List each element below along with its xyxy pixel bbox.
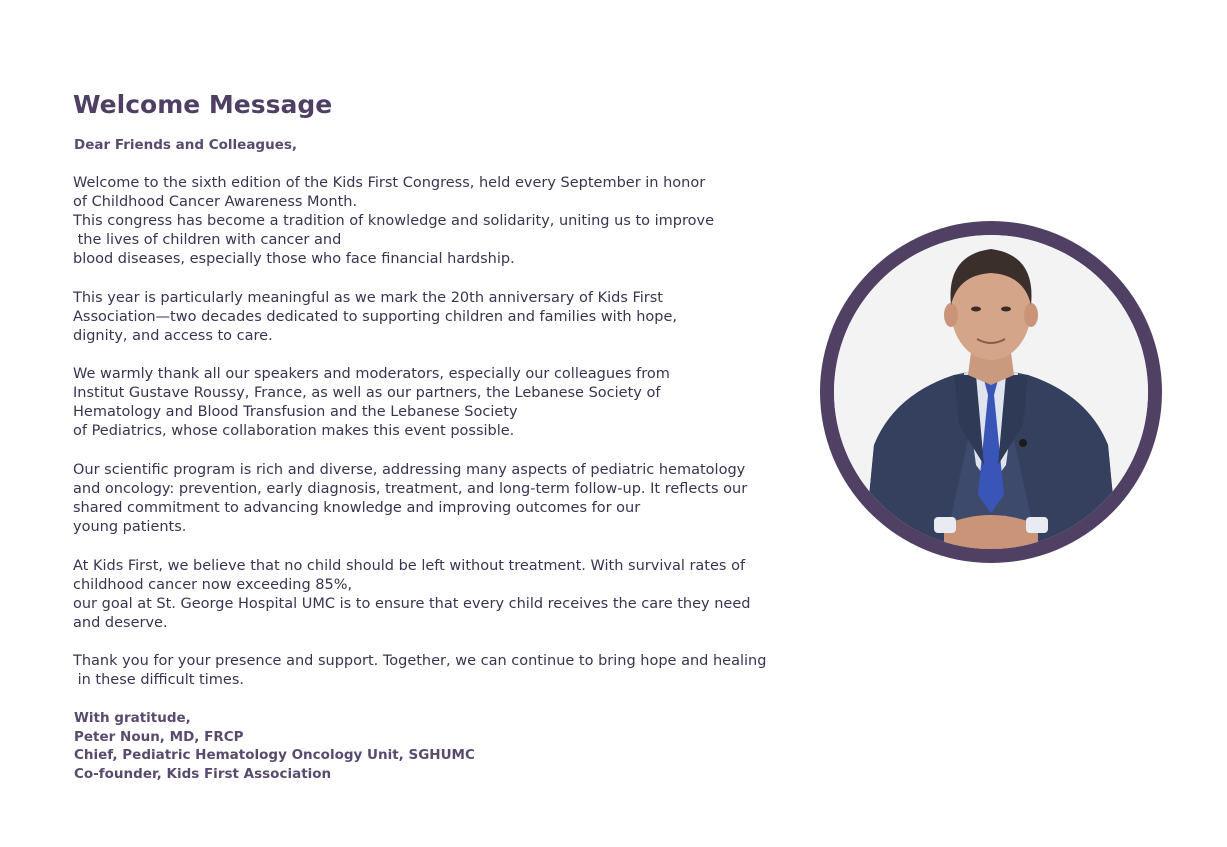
paragraph-intro [73, 174, 793, 269]
paragraph-line: At Kids First, we believe that no child should be left without treatment. With survival rates of [73, 558, 746, 574]
paragraph-line: We warmly thank all our speakers and moderators, especially our colleagues from [73, 366, 670, 382]
paragraph-line: Welcome to the sixth edition of the Kids First Congress, held every September in honor [73, 175, 706, 191]
signature-position: Chief, Pediatric Hematology Oncology Unit, SGHUMC [74, 747, 475, 763]
paragraph-line: of Childhood Cancer Awareness Month. [73, 194, 358, 210]
paragraph-line: shared commitment to advancing knowledge and improving outcomes for our [73, 500, 641, 516]
paragraph-line: dignity, and access to care. [73, 328, 273, 344]
paragraph-line: Hematology and Blood Transfusion and the Lebanese Society [73, 404, 518, 420]
paragraph-thanks [73, 365, 793, 441]
portrait-frame [820, 221, 1162, 563]
signature-name: Peter Noun, MD, FRCP [74, 728, 244, 745]
paragraph-line: young patients. [73, 519, 187, 535]
paragraph-line: the lives of children with cancer and [73, 232, 342, 248]
paragraph-line: This congress has become a tradition of knowledge and solidarity, uniting us to improve [73, 213, 715, 229]
paragraph-line: Association—two decades dedicated to supporting children and families with hope, [73, 309, 677, 325]
paragraph-line: of Pediatrics, whose collaboration makes this event possible. [73, 423, 515, 439]
paragraph-line: This year is particularly meaningful as we mark the 20th anniversary of Kids First [73, 290, 663, 306]
paragraph-line: blood diseases, especially those who face financial hardship. [73, 251, 515, 267]
paragraph-line: Our scientific program is rich and diverse, addressing many aspects of pediatric hematology [73, 462, 746, 478]
page-title: Welcome Message [73, 90, 333, 119]
paragraph-line: childhood cancer now exceeding 85%, [73, 577, 353, 593]
greeting: Dear Friends and Colleagues, [74, 137, 298, 153]
paragraph-program [73, 461, 793, 537]
signature-block [74, 709, 475, 783]
paragraph-line: Institut Gustave Roussy, France, as well as our partners, the Lebanese Society of [73, 385, 661, 401]
paragraph-line: our goal at St. George Hospital UMC is to ensure that every child receives the care they need [73, 596, 751, 612]
paragraph-line: Thank you for your presence and support. Together, we can continue to bring hope and healing [73, 653, 767, 669]
paragraph-line: and deserve. [73, 615, 168, 631]
paragraph-line: and oncology: prevention, early diagnosis, treatment, and long-term follow-up. It reflects our [73, 481, 748, 497]
signature-closing: With gratitude, [74, 710, 191, 726]
paragraph-anniversary [73, 289, 793, 346]
signature-role: Co-founder, Kids First Association [74, 765, 332, 782]
portrait-photo-icon [834, 235, 1148, 549]
paragraph-mission [73, 557, 793, 633]
paragraph-line: in these difficult times. [73, 672, 244, 688]
paragraph-closing [73, 652, 793, 690]
